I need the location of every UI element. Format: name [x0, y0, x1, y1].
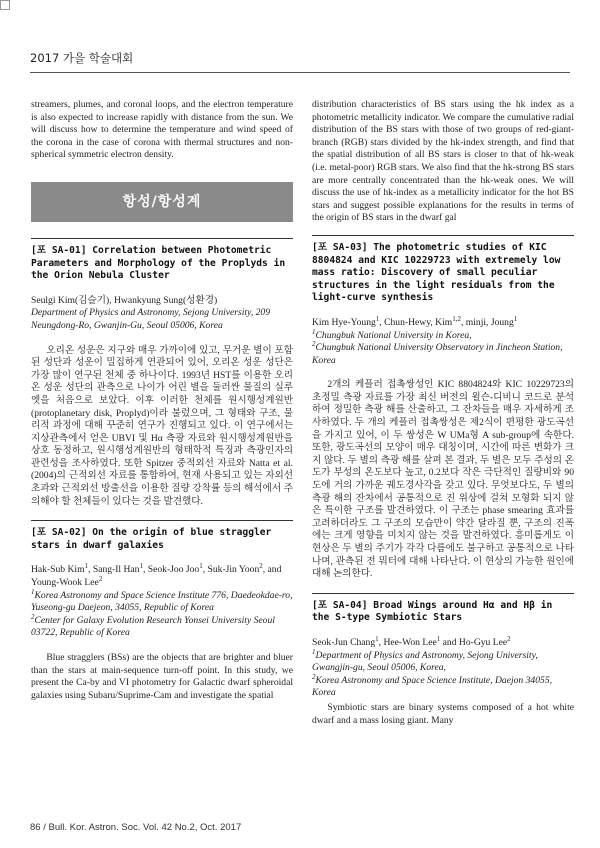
article-title-sa03: [포 SA-03] The photometric studies of KIC 8804824 and KIC 10229723 with extremely low mass ratio: Discovery of small peculiar structures in the light residuals from the light-curve synthesis [312, 235, 574, 305]
affiliation-2-sa03: $^2$Chungbuk National University Observatory in Jincheon Station, Korea [312, 339, 563, 366]
section-banner [31, 182, 293, 222]
article-title-sa01: [포 SA-01] Correlation between Photometric Parameters and Morphology of the Proplyds in the Orion Nebula Cluster [31, 238, 293, 283]
continued-abstract: streamers, plumes, and coronal loops, and the electron temperature is also expected to increase rapidly with distance from the sun. We will discuss how to determine the temperature and wind speed of the corona in the case of corona with thermal structures and non-spherical symmetric electron density. [31, 99, 293, 161]
page-footer: 86 / Bull. Kor. Astron. Soc. Vol. 42 No.2, Oct. 2017 [30, 822, 242, 833]
abstract-sa04: Symbiotic stars are binary systems composed of a hot white dwarf and a mass losing giant. Many [312, 701, 574, 726]
left-column [31, 99, 293, 702]
affiliation-2-sa04: $^2$Korea Astronomy and Space Science Institute, Daejon 34055, Korea [312, 672, 553, 699]
corner-mark [0, 0, 10, 10]
affiliation-1-sa02: $^1$Korea Astronomy and Space Science Institute 776, Daedeokdae-ro, Yuseong-gu Daejeon, 34055, Republic of Korea [31, 587, 293, 614]
affiliation-1-sa03: $^1$Chungbuk National University in Korea, [312, 327, 472, 341]
abstract-sa03: 2개의 케플러 접촉쌍성인 KIC 8804824와 KIC 10229723의 초정밀 측광 자료를 가장 최신 버전의 윌슨-디비니 코드로 분석하여 정밀한 측광 해를 산출하고, 그 잔차들을 매우 자세하게 조사하였다. 두 개의 케플러 접촉쌍성은 제2식이 편평한 광도곡선을 가지고 있어, 이 두 쌍성은 W UMa형 A sub-group에 속한다. 또한, 광도곡선의 모양이 매우 대칭이며, 시간에 따른 변화가 크지 않다. 두 별의 측광 해를 살펴 본 결과, 두 별은 모두 주성의 온도가 부성의 온도보다 높고, 0.2보다 작은 극단적인 질량비와 90도에 거의 가까운 궤도경사각을 갖고 있다. 무엇보다도, 두 별의 측광 해의 잔차에서 공통적으로 진 위상에 걸쳐 모형화 되지 않은 특이한 구조를 발견하였다. 이 구조는 phase smearing 효과를 고려하더라도 그 구조의 모습만이 약간 달라질 뿐, 구조의 진폭에는 크게 영향을 미치지 않는 것을 발견하였다. 흥미롭게도 이 현상은 두 별의 주기가 각각 다름에도 불구하고 공통적으로 나타나며, 관측된 전 뭐터에 대해 나타난다. 이 현상의 가능한 원인에 대해 논의한다. [312, 379, 574, 580]
abstract-sa02: Blue stragglers (BSs) are the objects that are brighter and bluer than the stars at main-sequence turn-off point. In this study, we present the Ca-by and VI photometry for Galactic dwarf spheroidal galaxies using Subaru/Suprime-Cam and investigate the spatial [31, 652, 293, 701]
authors-sa02: Hak-Sub Kim$^1$, Sang-Il Han$^1$, Seok-Joo Joo$^1$, Suk-Jin Yoon$^2$, and Young-Wook Lee$^2$ [31, 562, 282, 589]
section-banner-label: 항성/항성계 [122, 193, 202, 210]
authors-sa01: Seulgi Kim(김슬기), Hwankyung Sung(성환경) [31, 294, 218, 306]
header-rule [30, 72, 570, 73]
right-column [312, 99, 574, 727]
authors-sa03: Kim Hye-Young$^1$, Chun-Hewy, Kim$^{1,2}$, minji, Joung$^1$ [312, 314, 518, 328]
running-head: 2017 가을 학술대회 [30, 51, 134, 65]
authors-sa04: Seok-Jun Chang$^1$, Hee-Won Lee$^1$ and Ho-Gyu Lee$^2$ [312, 634, 511, 648]
article-title-sa04: [포 SA-04] Broad Wings around Hα and Hβ in the S-type Symbiotic Stars [312, 593, 574, 625]
affiliation-1-sa04: $^1$Department of Physics and Astronomy, Sejong University, Gwangjin-gu, Seoul 05006, Korea, [312, 647, 538, 674]
continued-abstract-sa02: distribution characteristics of BS stars using the hk index as a photometric metallicity indicator. We compare the cumulative radial distribution of the BS stars with those of two groups of red-giant-branch (RGB) stars divided by the hk-index strength, and find that the spatial distribution of all BS stars is closer to that of hk-weak (i.e. metal-poor) RGB stars. We also find that the hk-strong BS stars are more centrally concentrated than the hk-weak ones. We will discuss the use of hk-index as a metallicity indicator for the hot BS stars and suggest possible explanations for the results in terms of the origin of BS stars in the dwarf gal [312, 99, 574, 224]
abstract-sa01: 오리온 성운은 지구와 매우 가까이에 있고, 무거운 별이 포함된 성단과 성운이 밀집하게 연관되어 있어, 오리온 성운 성단은 가장 많이 연구된 천체 중 하나이다. 1993년 HST를 이용한 오리온 성운 성단의 관측으로 나이가 어린 별을 둘러싼 물질의 실루엣을 처음으로 보았다. 이후 이러한 천체를 원시행성계원반(protoplanetary disk, Proplyd)이라 불렀으며, 그 형태와 구조, 물리적 과정에 대해 꾸준히 연구가 진행되고 있다. 이 연구에서는 지상관측에서 얻은 UBVI 및 Hα 측광 자료와 원시행성계원반을 상호 동정하고, 원시행성계원반의 형태학적 특징과 측광인자의 관련성을 조사하였다. 또한 Spitzer 중적외선 자료와 Natta et al.(2004)의 근적외선 자료를 통합하여, 현재 사용되고 있는 자외선 초과와 근적외선 방출선을 이용한 질량 강착률 등의 해석에서 주의해야 할 천체들이 있다는 것을 발견했다. [31, 344, 293, 507]
affiliation-2-sa02: $^2$Center for Galaxy Evolution Research Yonsei University Seoul 03722, Republic of Korea [31, 612, 275, 639]
article-title-sa02: [포 SA-02] On the origin of blue straggler stars in dwarf galaxies [31, 520, 293, 552]
affiliation-sa01: Department of Physics and Astronomy, Sejong University, 209 Neungdong-Ro, Gwanjin-Gu, Seoul 05006, Korea [31, 307, 271, 331]
